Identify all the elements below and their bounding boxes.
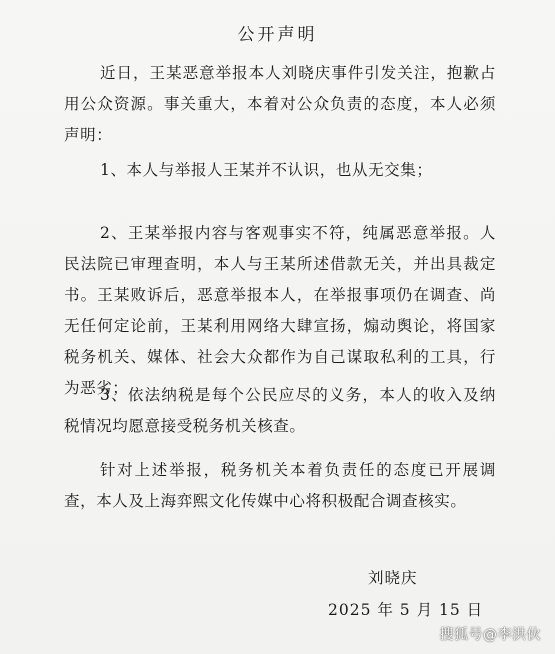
paragraph-point-3: 3、依法纳税是每个公民应尽的义务，本人的收入及纳税情况均愿意接受税务机关核查。 (64, 386, 496, 435)
document-title: 公开声明 (237, 25, 318, 45)
watermark-text: 搜狐号@李洪伙 (439, 627, 541, 643)
paragraph-closing: 针对上述举报，税务机关本着负责任的态度已开展调查，本人及上海弈熙文化传媒中心将积极配合调查核实。 (64, 461, 496, 510)
paragraph-intro: 近日，王某恶意举报本人刘晓庆事件引发关注，抱歉占用公众资源。事关重大，本着对公众负责的态度，本人必须声明： (64, 64, 496, 144)
paragraph-point-2: 2、王某举报内容与客观事实不符，纯属恶意举报。人民法院已审理查明，本人与王某所述借款无关，并出具裁定书。王某败诉后，恶意举报本人，在举报事项仍在调查、尚无任何定论前，王某利用网络大肆宣扬，煽动舆论，将国家税务机关、媒体、社会大众都作为自己谋取私利的工具，行为恶劣； (64, 224, 496, 397)
signature-date: 2025 年 5 月 15 日 (328, 601, 484, 619)
signature-name: 刘晓庆 (368, 569, 418, 587)
paragraph-point-1: 1、本人与举报人王某并不认识，也从无交集； (100, 161, 433, 179)
